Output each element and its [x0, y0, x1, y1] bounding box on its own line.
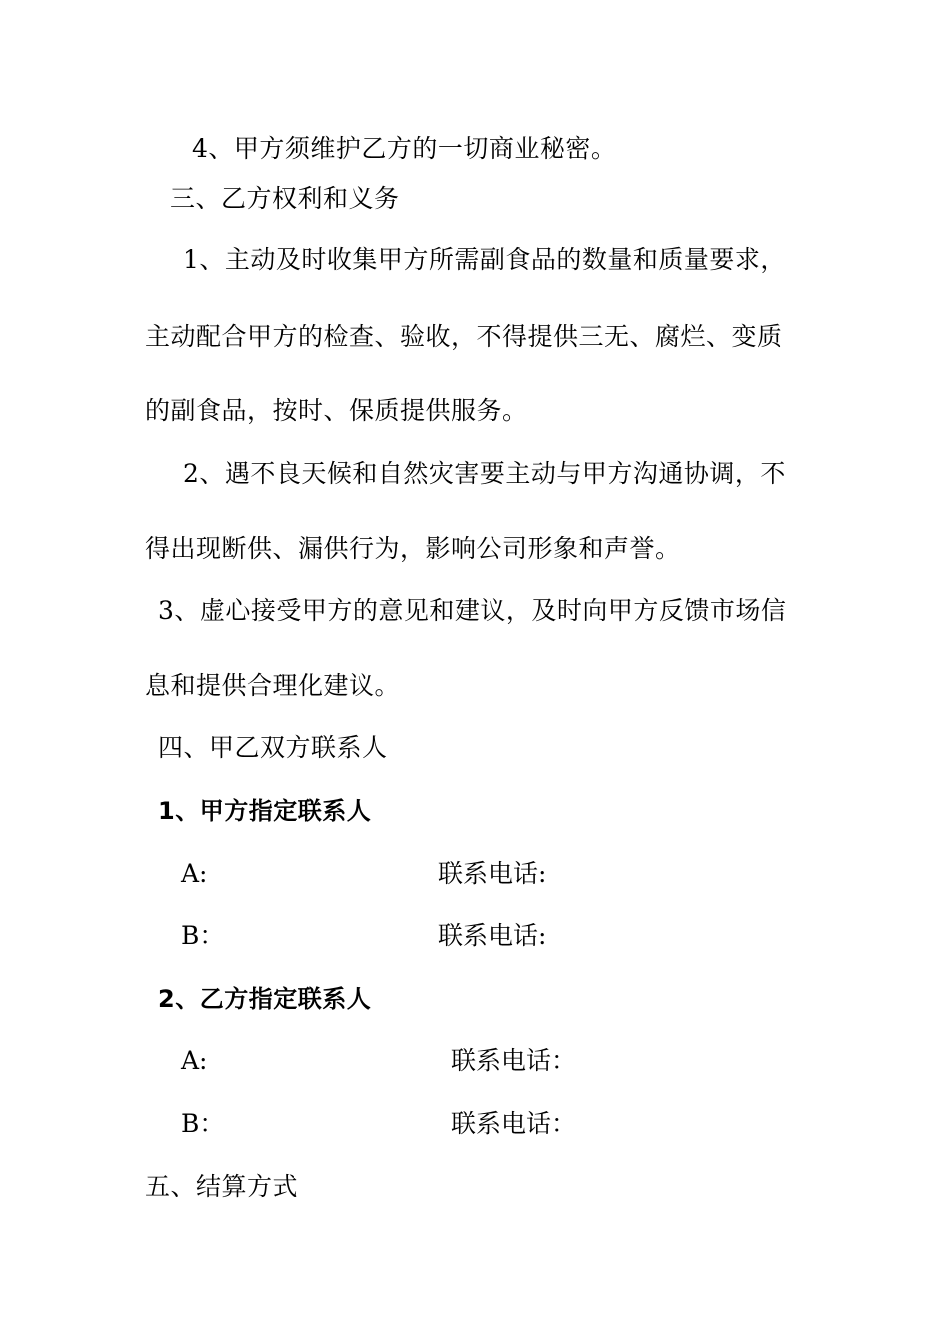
clause-b-2-line-2: 得出现断供、漏供行为，影响公司形象和声誉。	[145, 534, 681, 563]
party-a-contact-a-label: A:	[181, 859, 208, 888]
party-a-contact-a-phone-label: 联系电话:	[438, 859, 547, 888]
clause-b-3-line-1: 3、虚心接受甲方的意见和建议，及时向甲方反馈市场信	[158, 596, 787, 625]
party-b-contact-b-label: B：	[181, 1109, 225, 1138]
clause-b-3-line-2: 息和提供合理化建议。	[145, 671, 401, 700]
section-three-heading: 三、乙方权利和义务	[170, 184, 400, 213]
party-b-contacts-heading: 2、乙方指定联系人	[158, 985, 372, 1013]
clause-b-1-line-1: 1、主动及时收集甲方所需副食品的数量和质量要求，	[183, 245, 786, 274]
section-four-heading: 四、甲乙双方联系人	[158, 733, 388, 762]
section-five-heading: 五、结算方式	[145, 1172, 299, 1201]
clause-b-2-line-1: 2、遇不良天候和自然灾害要主动与甲方沟通协调，不	[183, 459, 786, 488]
clause-b-1-line-2: 主动配合甲方的检查、验收，不得提供三无、腐烂、变质	[145, 322, 783, 351]
party-b-contact-a-label: A:	[181, 1046, 208, 1075]
clause-b-1-line-3: 的副食品，按时、保质提供服务。	[145, 396, 528, 425]
party-b-contact-b-phone-label: 联系电话：	[451, 1109, 577, 1138]
clause-a-4: 4、甲方须维护乙方的一切商业秘密。	[192, 134, 617, 163]
party-b-contact-a-phone-label: 联系电话：	[451, 1046, 577, 1075]
party-a-contact-b-phone-label: 联系电话:	[438, 921, 547, 950]
party-a-contacts-heading: 1、甲方指定联系人	[158, 797, 372, 825]
party-a-contact-b-label: B：	[181, 921, 225, 950]
